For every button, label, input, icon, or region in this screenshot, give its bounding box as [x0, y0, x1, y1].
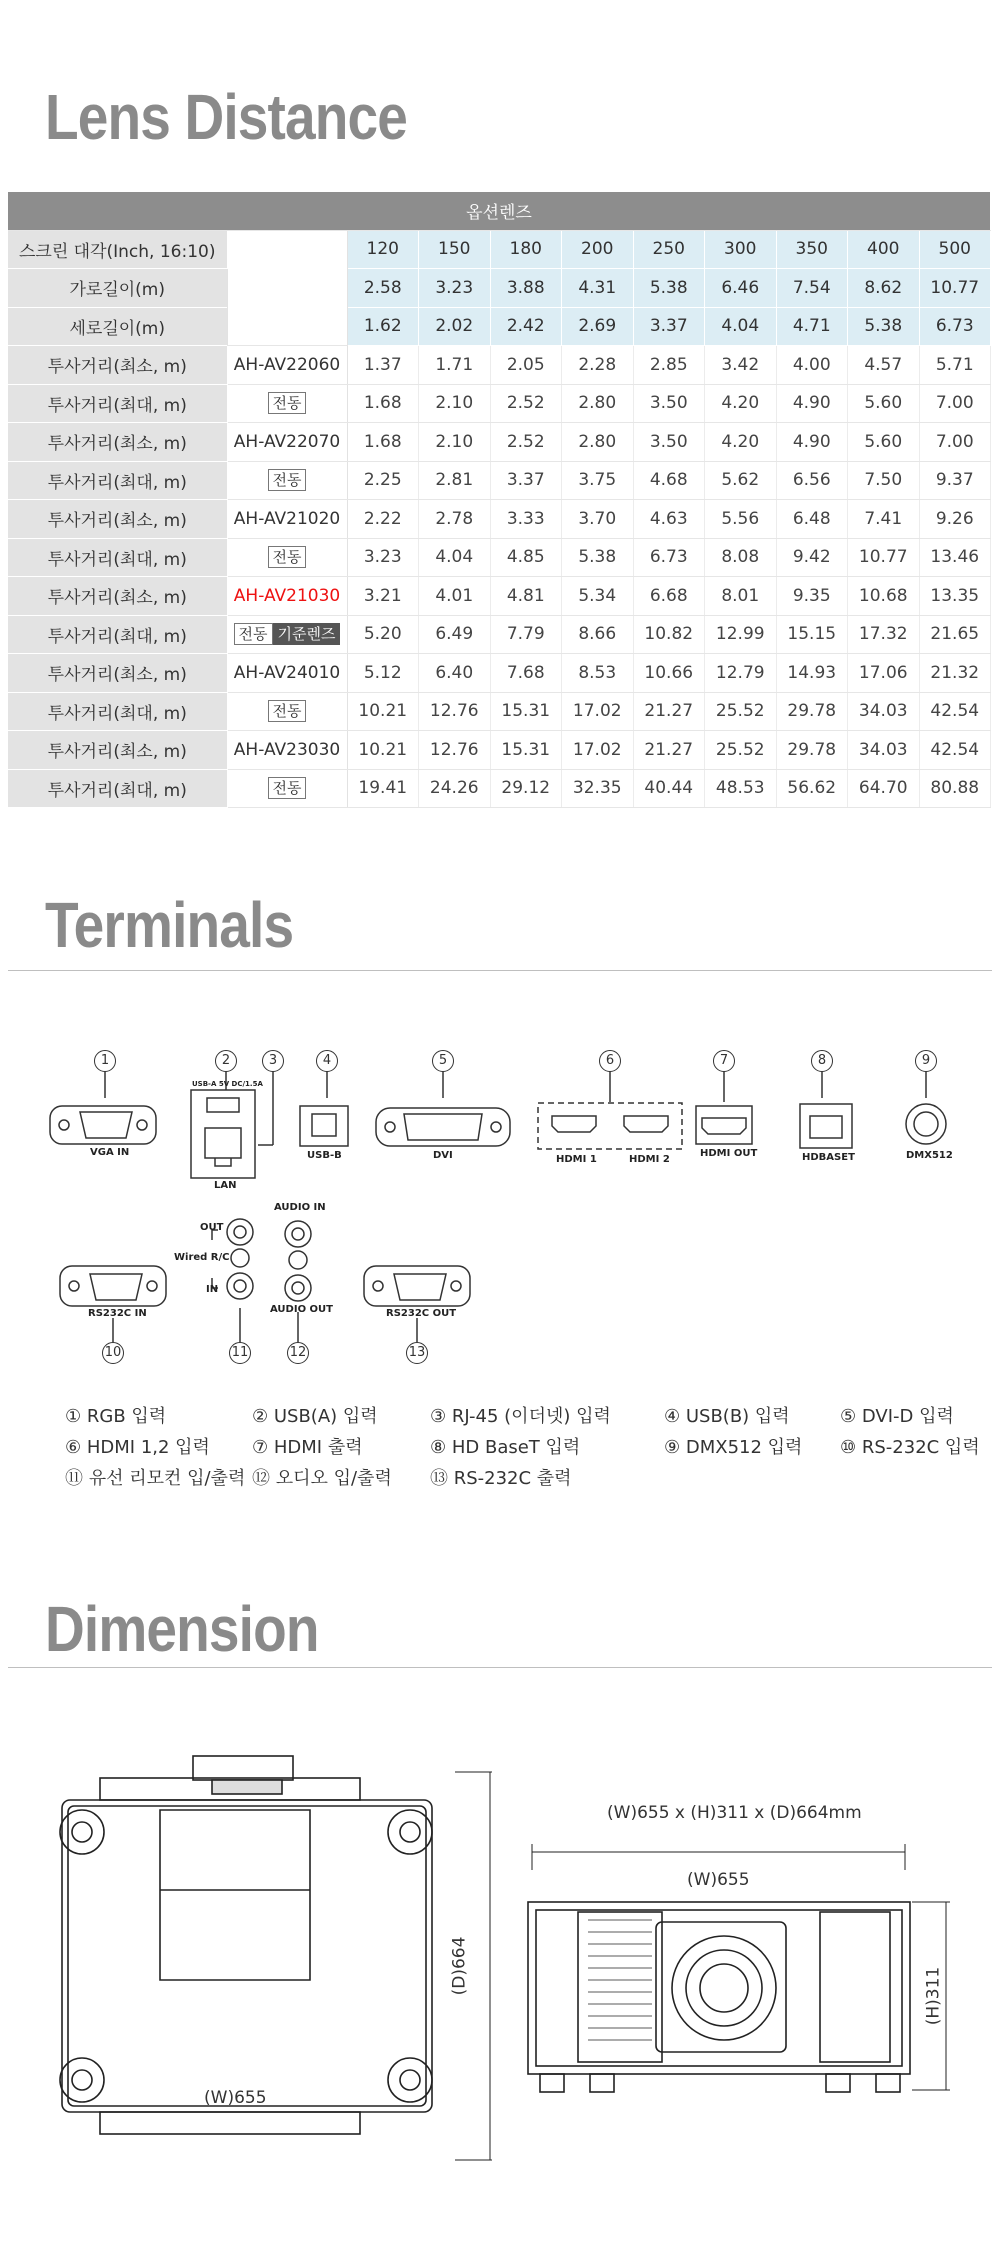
distance-value: 4.63: [633, 500, 705, 539]
distance-value: 34.03: [848, 731, 920, 770]
terminal-number-13: 13: [406, 1342, 428, 1364]
distance-value: 8.08: [705, 538, 777, 577]
distance-value: 4.81: [490, 577, 562, 616]
row-label: 투사거리(최소, m): [8, 423, 227, 462]
distance-value: 10.21: [347, 731, 419, 770]
distance-value: 2.10: [419, 384, 491, 423]
port-label-rs232c-out: RS232C OUT: [386, 1308, 457, 1319]
spec-value: 250: [633, 230, 705, 269]
spec-value: 7.54: [776, 269, 848, 308]
distance-value: 2.85: [633, 346, 705, 385]
distance-value: 2.28: [562, 346, 634, 385]
distance-value: 5.60: [848, 384, 920, 423]
spec-value: 3.37: [633, 307, 705, 346]
lens-model-name: AH-AV22060: [233, 354, 341, 375]
distance-value: 6.56: [776, 461, 848, 500]
port-label-usba: USB-A 5V DC/1.5A: [192, 1080, 263, 1088]
terminal-number-1: 1: [94, 1050, 116, 1072]
legend-item: ⑬ RS-232C 출력: [430, 1468, 572, 1489]
row-label: 투사거리(최소, m): [8, 654, 227, 693]
distance-value: 17.02: [562, 692, 634, 731]
distance-value: 2.78: [419, 500, 491, 539]
distance-value: 12.76: [419, 731, 491, 770]
distance-value: 6.68: [633, 577, 705, 616]
legend-item: ⑤ DVI-D 입력: [840, 1406, 954, 1427]
legend-item: ⑦ HDMI 출력: [252, 1437, 363, 1458]
distance-value: 12.99: [705, 615, 777, 654]
distance-value: 1.71: [419, 346, 491, 385]
distance-value: 1.68: [347, 423, 419, 462]
port-label-hdmi2: HDMI 2: [629, 1154, 670, 1165]
distance-value: 15.15: [776, 615, 848, 654]
lens-model-name: AH-AV22070: [233, 431, 341, 452]
terminal-number-3: 3: [262, 1050, 284, 1072]
distance-value: 9.26: [919, 500, 991, 539]
terminal-number-4: 4: [316, 1050, 338, 1072]
dimension-height: (H)311: [923, 1966, 944, 2026]
distance-value: 3.70: [562, 500, 634, 539]
motorized-tag: 전동: [234, 623, 273, 645]
port-label-hdbaset: HDBASET: [802, 1152, 855, 1163]
terminal-number-2: 2: [215, 1050, 237, 1072]
legend-item: ⑪ 유선 리모컨 입/출력: [65, 1468, 246, 1489]
distance-value: 9.37: [919, 461, 991, 500]
motorized-tag: 전동: [268, 546, 307, 568]
motorized-tag: 전동: [268, 392, 307, 414]
distance-value: 7.00: [919, 384, 991, 423]
distance-value: 25.52: [705, 731, 777, 770]
distance-value: 4.90: [776, 423, 848, 462]
distance-value: 5.60: [848, 423, 920, 462]
lens-distance-title: Lens Distance: [45, 81, 408, 153]
distance-value: 3.42: [705, 346, 777, 385]
spec-value: 2.58: [347, 269, 419, 308]
port-label-audio-in: AUDIO IN: [274, 1202, 326, 1213]
lens-header-cell: 옵션렌즈: [8, 192, 991, 230]
distance-value: 10.68: [848, 577, 920, 616]
legend-item: ⑥ HDMI 1,2 입력: [65, 1437, 210, 1458]
distance-value: 2.05: [490, 346, 562, 385]
distance-value: 21.27: [633, 731, 705, 770]
distance-value: 29.12: [490, 769, 562, 808]
distance-value: 21.65: [919, 615, 991, 654]
spec-value: 4.04: [705, 307, 777, 346]
distance-value: 34.03: [848, 692, 920, 731]
distance-value: 4.68: [633, 461, 705, 500]
distance-value: 3.75: [562, 461, 634, 500]
distance-value: 12.76: [419, 692, 491, 731]
distance-value: 3.21: [347, 577, 419, 616]
spec-value: 3.88: [490, 269, 562, 308]
distance-value: 3.50: [633, 423, 705, 462]
distance-value: 9.35: [776, 577, 848, 616]
spec-value: 500: [919, 230, 991, 269]
distance-value: 12.79: [705, 654, 777, 693]
lens-model-name: AH-AV24010: [233, 662, 341, 683]
distance-value: 29.78: [776, 692, 848, 731]
row-label: 투사거리(최대, m): [8, 461, 227, 500]
distance-value: 56.62: [776, 769, 848, 808]
dimension-overall: (W)655 x (H)311 x (D)664mm: [607, 1803, 862, 1823]
distance-value: 7.68: [490, 654, 562, 693]
port-label-usbb: USB-B: [307, 1150, 342, 1161]
row-label: 스크린 대각(Inch, 16:10): [8, 230, 227, 269]
spec-value: 6.46: [705, 269, 777, 308]
distance-value: 4.20: [705, 384, 777, 423]
dimension-width-top: (W)655: [204, 2088, 267, 2108]
distance-value: 2.80: [562, 423, 634, 462]
distance-value: 13.35: [919, 577, 991, 616]
distance-value: 3.50: [633, 384, 705, 423]
distance-value: 7.00: [919, 423, 991, 462]
legend-item: ⑨ DMX512 입력: [664, 1437, 803, 1458]
motorized-tag: 전동: [268, 777, 307, 799]
spec-value: 5.38: [633, 269, 705, 308]
spec-value: 400: [848, 230, 920, 269]
distance-value: 4.04: [419, 538, 491, 577]
terminal-number-8: 8: [811, 1050, 833, 1072]
distance-value: 8.53: [562, 654, 634, 693]
distance-value: 48.53: [705, 769, 777, 808]
spec-value: 4.31: [562, 269, 634, 308]
distance-value: 3.23: [347, 538, 419, 577]
terminal-number-7: 7: [713, 1050, 735, 1072]
motorized-tag: 전동: [268, 469, 307, 491]
dimension-width-front: (W)655: [687, 1870, 750, 1890]
port-label-hdmi1: HDMI 1: [556, 1154, 597, 1165]
distance-value: 10.82: [633, 615, 705, 654]
distance-value: 1.37: [347, 346, 419, 385]
spec-value: 10.77: [919, 269, 991, 308]
distance-value: 15.31: [490, 731, 562, 770]
row-label: 투사거리(최소, m): [8, 346, 227, 385]
spec-value: 4.71: [776, 307, 848, 346]
spec-value: 120: [347, 230, 419, 269]
row-label: 투사거리(최대, m): [8, 384, 227, 423]
distance-value: 64.70: [848, 769, 920, 808]
port-label-in: IN: [206, 1284, 219, 1295]
distance-value: 4.57: [848, 346, 920, 385]
row-label: 투사거리(최대, m): [8, 615, 227, 654]
spec-value: 2.02: [419, 307, 491, 346]
port-label-wired-rc: Wired R/C: [174, 1252, 230, 1263]
distance-value: 8.01: [705, 577, 777, 616]
terminal-number-10: 10: [102, 1342, 124, 1364]
port-label-dvi: DVI: [433, 1150, 453, 1161]
legend-item: ⑫ 오디오 입/출력: [252, 1468, 392, 1489]
distance-value: 2.10: [419, 423, 491, 462]
spec-value: 150: [419, 230, 491, 269]
distance-value: 13.46: [919, 538, 991, 577]
distance-value: 1.68: [347, 384, 419, 423]
distance-value: 10.21: [347, 692, 419, 731]
distance-value: 4.00: [776, 346, 848, 385]
distance-value: 2.25: [347, 461, 419, 500]
spec-value: 300: [705, 230, 777, 269]
distance-value: 40.44: [633, 769, 705, 808]
distance-value: 4.90: [776, 384, 848, 423]
terminals-title: Terminals: [45, 889, 294, 961]
distance-value: 15.31: [490, 692, 562, 731]
reference-lens-tag: 기준렌즈: [273, 623, 341, 645]
port-label-out: OUT: [200, 1222, 224, 1233]
distance-value: 2.52: [490, 384, 562, 423]
port-label-rs232c-in: RS232C IN: [88, 1308, 147, 1319]
spec-value: 6.73: [919, 307, 991, 346]
distance-value: 5.34: [562, 577, 634, 616]
row-label: 가로길이(m): [8, 269, 227, 308]
distance-value: 6.49: [419, 615, 491, 654]
distance-value: 17.32: [848, 615, 920, 654]
distance-value: 80.88: [919, 769, 991, 808]
distance-value: 21.27: [633, 692, 705, 731]
distance-value: 9.42: [776, 538, 848, 577]
distance-value: 5.12: [347, 654, 419, 693]
distance-value: 7.50: [848, 461, 920, 500]
distance-value: 10.77: [848, 538, 920, 577]
distance-value: 5.20: [347, 615, 419, 654]
legend-item: ④ USB(B) 입력: [664, 1406, 790, 1427]
distance-value: 4.01: [419, 577, 491, 616]
distance-value: 2.52: [490, 423, 562, 462]
row-label: 투사거리(최소, m): [8, 731, 227, 770]
distance-value: 5.56: [705, 500, 777, 539]
lens-model-name: AH-AV21020: [233, 508, 341, 529]
distance-value: 3.37: [490, 461, 562, 500]
motorized-tag: 전동: [268, 700, 307, 722]
distance-value: 8.66: [562, 615, 634, 654]
spec-value: 2.42: [490, 307, 562, 346]
distance-value: 21.32: [919, 654, 991, 693]
distance-value: 25.52: [705, 692, 777, 731]
terminal-number-5: 5: [432, 1050, 454, 1072]
distance-value: 14.93: [776, 654, 848, 693]
row-label: 투사거리(최대, m): [8, 538, 227, 577]
distance-value: 32.35: [562, 769, 634, 808]
legend-item: ① RGB 입력: [65, 1406, 167, 1427]
distance-value: 2.22: [347, 500, 419, 539]
legend-item: ⑧ HD BaseT 입력: [430, 1437, 581, 1458]
spec-value: 200: [562, 230, 634, 269]
distance-value: 2.81: [419, 461, 491, 500]
legend-item: ③ RJ-45 (이더넷) 입력: [430, 1406, 611, 1427]
distance-value: 42.54: [919, 692, 991, 731]
spec-value: 3.23: [419, 269, 491, 308]
spec-value: 350: [776, 230, 848, 269]
spec-value: 5.38: [848, 307, 920, 346]
spec-value: 1.62: [347, 307, 419, 346]
terminal-number-11: 11: [229, 1342, 251, 1364]
distance-value: 19.41: [347, 769, 419, 808]
distance-value: 4.85: [490, 538, 562, 577]
terminal-number-6: 6: [599, 1050, 621, 1072]
distance-value: 17.02: [562, 731, 634, 770]
distance-value: 29.78: [776, 731, 848, 770]
distance-value: 17.06: [848, 654, 920, 693]
distance-value: 4.20: [705, 423, 777, 462]
legend-item: ② USB(A) 입력: [252, 1406, 378, 1427]
row-label: 투사거리(최대, m): [8, 769, 227, 808]
terminal-number-9: 9: [915, 1050, 937, 1072]
distance-value: 3.33: [490, 500, 562, 539]
port-label-vga: VGA IN: [90, 1147, 130, 1158]
distance-value: 6.40: [419, 654, 491, 693]
lens-model-name: AH-AV23030: [233, 739, 341, 760]
port-label-hdmi-out: HDMI OUT: [700, 1148, 758, 1159]
distance-value: 2.80: [562, 384, 634, 423]
distance-value: 10.66: [633, 654, 705, 693]
port-label-dmx512: DMX512: [906, 1150, 953, 1161]
legend-item: ⑩ RS-232C 입력: [840, 1437, 980, 1458]
distance-value: 7.41: [848, 500, 920, 539]
dimension-title: Dimension: [45, 1593, 319, 1665]
row-label: 투사거리(최대, m): [8, 692, 227, 731]
distance-value: 6.48: [776, 500, 848, 539]
port-label-audio-out: AUDIO OUT: [270, 1304, 333, 1315]
spec-value: 8.62: [848, 269, 920, 308]
lens-model-name: AH-AV21030: [233, 585, 341, 606]
row-label: 투사거리(최소, m): [8, 500, 227, 539]
distance-value: 7.79: [490, 615, 562, 654]
row-label: 투사거리(최소, m): [8, 577, 227, 616]
spec-value: 2.69: [562, 307, 634, 346]
terminal-number-12: 12: [287, 1342, 309, 1364]
row-label: 세로길이(m): [8, 307, 227, 346]
distance-value: 24.26: [419, 769, 491, 808]
dimension-depth: (D)664: [449, 1936, 470, 1996]
distance-value: 5.62: [705, 461, 777, 500]
distance-value: 6.73: [633, 538, 705, 577]
distance-value: 42.54: [919, 731, 991, 770]
distance-value: 5.38: [562, 538, 634, 577]
port-label-lan: LAN: [214, 1180, 237, 1191]
distance-value: 5.71: [919, 346, 991, 385]
spec-value: 180: [490, 230, 562, 269]
